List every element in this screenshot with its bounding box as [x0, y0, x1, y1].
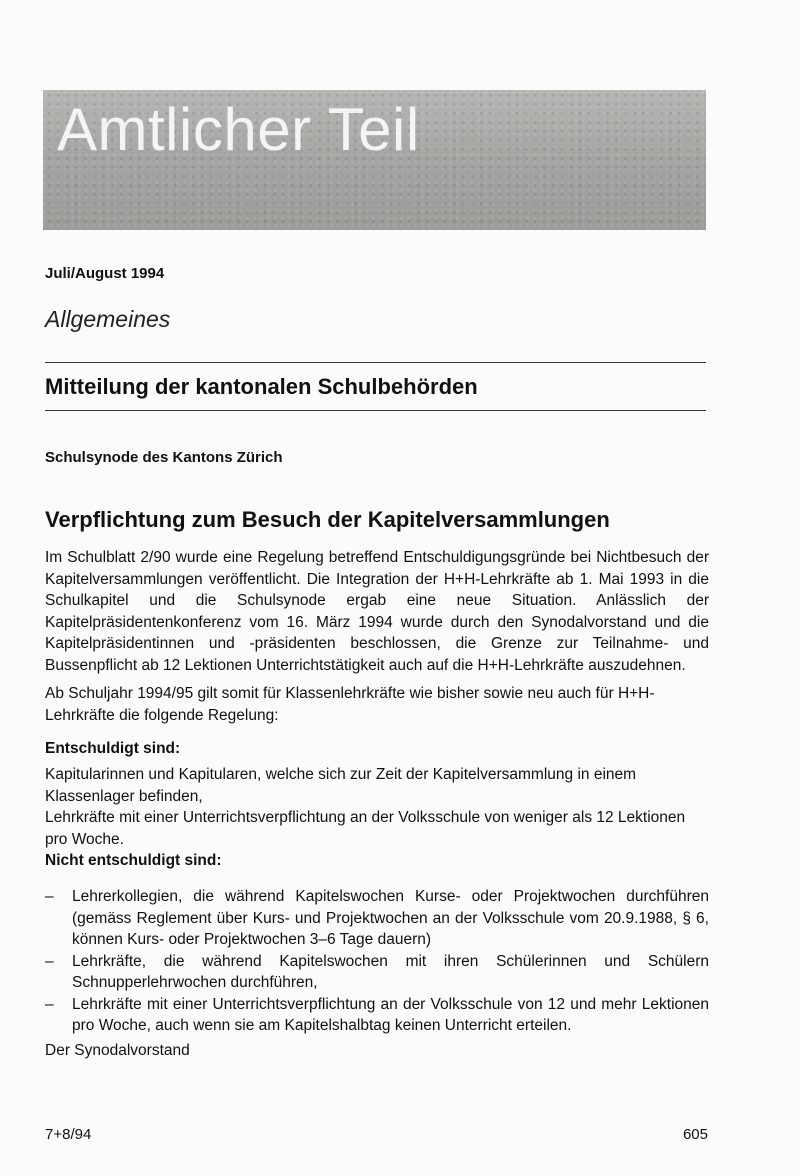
- dash-marker: –: [45, 995, 54, 1013]
- excused-item: Lehrkräfte mit einer Unterrichtsverpflichtung an der Volksschule von weniger als 12 Lektionen pro Woche.: [45, 809, 686, 848]
- list-item: [45, 951, 709, 994]
- excused-list: [45, 764, 709, 850]
- list-item-text: Lehrkräfte mit einer Unterrichtsverpflichtung an der Volksschule von 12 und mehr Lektionen pro Woche, auch wenn sie am Kapitelshalbtag keinen Unterricht erteilen.: [72, 995, 709, 1034]
- paragraph-intro: Im Schulblatt 2/90 wurde eine Regelung betreffend Entschuldigungsgründe bei Nichtbesuch der Kapitelversammlungen veröffentlicht. Die Integration der H+H-Lehrkräfte ab 1. Mai 1993 in die Schulkapitel und die Schulsynode ergab eine neue Situation. Anlässlich der Kapitelpräsidentenkonferenz vom 16. März 1994 wurde durch den Synodalvorstand und die Kapitelpräsidentinnen und -präsidenten beschlossen, die Grenze zur Teilnahme- und Bussenpflicht ab 12 Lektionen Unterrichtstätigkeit auch auf die H+H-Lehrkräfte auszudehnen.: [45, 549, 709, 674]
- dash-marker: –: [45, 952, 54, 970]
- paragraph-rule: Ab Schuljahr 1994/95 gilt somit für Klassenlehrkräfte wie bisher sowie neu auch für H+H-Lehrkräfte die folgende Regelung:: [45, 685, 655, 724]
- not-excused-heading: Nicht entschuldigt sind:: [45, 852, 222, 869]
- list-item: [45, 886, 709, 951]
- list-item: [45, 994, 709, 1037]
- not-excused-list: [45, 886, 709, 1037]
- excused-heading: Entschuldigt sind:: [45, 740, 181, 757]
- header-banner: [43, 90, 706, 230]
- signature: Der Synodalvorstand: [45, 1042, 190, 1059]
- excused-item: Kapitularinnen und Kapitularen, welche sich zur Zeit der Kapitelversammlung in einem Klassenlager befinden,: [45, 766, 637, 805]
- list-item-text: Lehrerkollegien, die während Kapitelswochen Kurse- oder Projektwochen durchführen (gemäss Reglement über Kurs- und Projektwochen an der Volksschule vom 20.9.1988, § 6, können Kurs- oder Projektwochen 3–6 Tage dauern): [72, 888, 709, 948]
- header-title: Amtlicher Teil: [57, 96, 420, 163]
- list-item-text: Lehrkräfte, die während Kapitelswochen mit ihren Schülerinnen und Schülern Schnupperlehrwochen durchführen,: [72, 952, 709, 991]
- notice-title: Mitteilung der kantonalen Schulbehörden: [45, 374, 478, 399]
- footer-issue: 7+8/94: [45, 1126, 92, 1143]
- issue-date: Juli/August 1994: [45, 265, 165, 282]
- issuer: Schulsynode des Kantons Zürich: [45, 449, 283, 466]
- dash-marker: –: [45, 888, 54, 905]
- page-number: 605: [682, 1126, 708, 1143]
- article-title: Verpflichtung zum Besuch der Kapitelversammlungen: [45, 507, 610, 532]
- divider-bottom: [45, 410, 706, 411]
- section-label: Allgemeines: [45, 306, 171, 332]
- divider-top: [45, 362, 706, 363]
